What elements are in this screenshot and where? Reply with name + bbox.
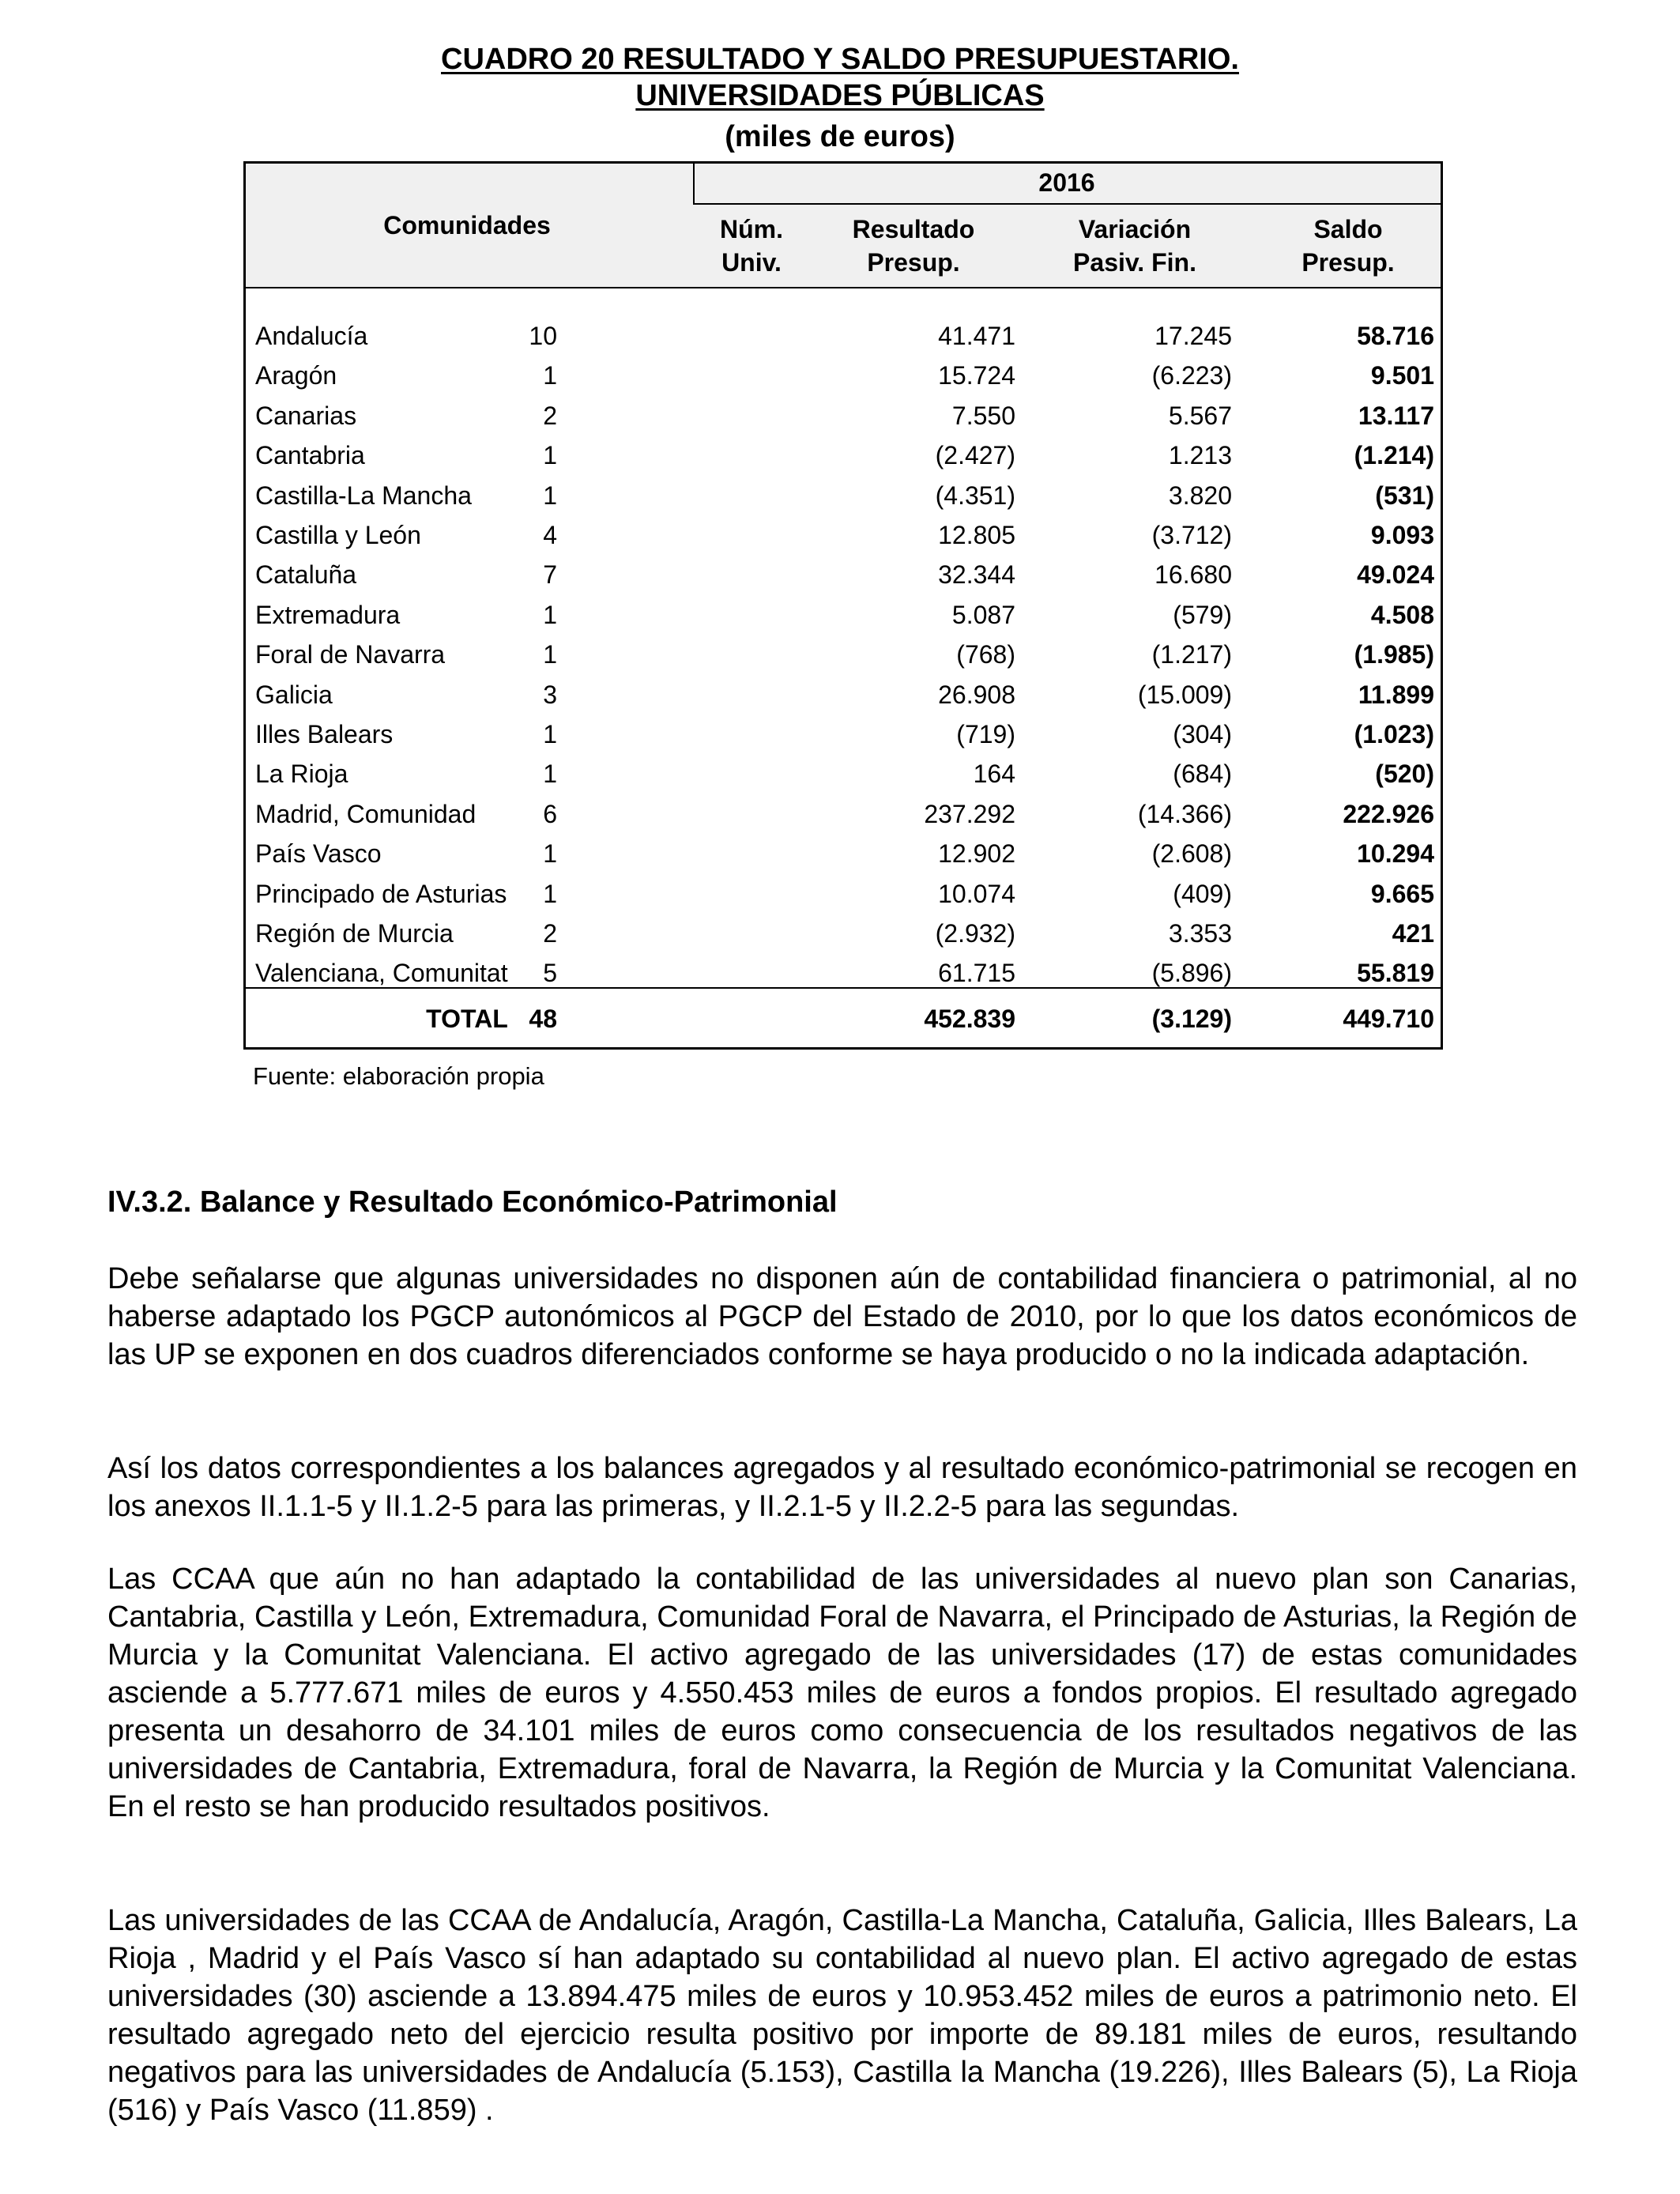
cell-comunidad: Principado de Asturias [255,879,507,908]
cell-num-univ: 6 [543,799,557,828]
budget-table [243,161,1443,1050]
header-year: 2016 [1038,168,1095,197]
cell-num-univ: 4 [543,521,557,549]
header-num-line1: Núm. [720,215,783,243]
table-row [246,356,1441,395]
cell-resultado: 32.344 [938,560,1015,590]
cell-variacion: 3.353 [1168,919,1232,948]
paragraph-4: Las universidades de las CCAA de Andalucía, Aragón, Castilla-La Mancha, Cataluña, Galicia, Illes Balears, La Rioja , Madrid y el País Vasco sí han adaptado su contabilidad al nuevo plan. El activo agregado de estas universidades (30) asciende a 13.894.475 miles de euros y 10.953.452 miles de euros a patrimonio neto. El resultado agregado neto del ejercicio resulta positivo por importe de 89.181 miles de euros, resultando negativos para las universidades de Andalucía (5.153), Castilla la Mancha (19.226), Illes Balears (5), La Rioja (516) y País Vasco (11.859) . [107,1904,1577,2127]
cell-comunidad: Illes Balears [255,720,394,748]
table-row [246,914,1441,953]
title-units: (miles de euros) [725,120,955,153]
table-row [246,476,1441,515]
cell-resultado: 164 [973,760,1015,789]
header-saldo-line2: Presup. [1301,248,1395,277]
cell-variacion: 17.245 [1155,322,1232,350]
table-row [246,874,1441,914]
header-var-line1: Variación [1078,215,1192,243]
cell-variacion: (2.608) [1151,839,1232,869]
cell-num-univ: 10 [529,322,557,350]
cell-resultado: (2.932) [935,919,1015,948]
cell-saldo: (531) [1375,481,1434,510]
cell-resultado: (768) [956,640,1015,669]
cell-num-univ: 7 [543,560,557,590]
cell-comunidad: Castilla-La Mancha [255,481,472,510]
table-row [246,714,1441,754]
total-row [246,987,1441,1049]
cell-resultado: 10.074 [938,879,1015,908]
cell-saldo: (1.985) [1354,640,1434,669]
cell-variacion: (6.223) [1151,361,1232,390]
cell-variacion: (5.896) [1151,959,1232,988]
cell-variacion: 5.567 [1168,401,1232,430]
cell-num-univ: 1 [543,361,557,390]
paragraph-2: Así los datos correspondientes a los balances agregados y al resultado económico-patrimonial se recogen en los anexos II.1.1-5 y II.1.2-5 para las primeras, y II.2.1-5 y II.2.2-5 para las segundas. [107,1452,1577,1523]
cell-comunidad: Andalucía [255,322,368,350]
table-row [246,316,1441,356]
cell-variacion: (3.712) [1151,521,1232,549]
table-row [246,595,1441,635]
cell-variacion: (304) [1173,720,1232,748]
cell-num-univ: 1 [543,441,557,470]
cell-variacion: (409) [1173,879,1232,908]
table-row [246,754,1441,794]
title-line-2: UNIVERSIDADES PÚBLICAS [635,79,1045,112]
table-row [246,515,1441,555]
cell-variacion: 16.680 [1155,560,1232,590]
cell-resultado: (2.427) [935,441,1015,470]
cell-variacion: (1.217) [1151,640,1232,669]
table-header [246,164,1441,288]
header-saldo-line1: Saldo [1313,215,1383,243]
cell-resultado: (719) [956,720,1015,748]
table-row [246,675,1441,714]
cell-num-univ: 2 [543,401,557,430]
table-row [246,834,1441,873]
cell-num-univ: 2 [543,919,557,948]
title-line-1: CUADRO 20 RESULTADO Y SALDO PRESUPUESTARIO. [441,43,1239,76]
cell-saldo: 9.501 [1370,361,1434,390]
cell-saldo: (520) [1375,760,1434,789]
cell-saldo: 9.093 [1370,521,1434,549]
cell-saldo: 49.024 [1357,560,1434,590]
cell-num-univ: 1 [543,720,557,748]
cell-saldo: 4.508 [1370,600,1434,629]
paragraph-3: Las CCAA que aún no han adaptado la contabilidad de las universidades al nuevo plan son Canarias, Cantabria, Castilla y León, Extremadura, Comunidad Foral de Navarra, el Principado de Asturias, la Región de Murcia y la Comunitat Valenciana. El activo agregado de las universidades (17) de estas comunidades asciende a 5.777.671 miles de euros y 4.550.453 miles de euros a fondos propios. El resultado agregado presenta un desahorro de 34.101 miles de euros como consecuencia de los resultados negativos de las universidades de Cantabria, Extremadura, foral de Navarra, la Región de Murcia y la Comunitat Valenciana. En el resto se han producido resultados positivos. [107,1563,1577,1823]
cell-num-univ: 1 [543,600,557,629]
header-res-line2: Presup. [867,248,960,277]
cell-comunidad: Castilla y León [255,521,421,549]
cell-saldo: 58.716 [1357,322,1434,350]
header-num-univ [696,213,807,279]
cell-variacion: 1.213 [1168,441,1232,470]
cell-num-univ: 1 [543,640,557,669]
cell-num-univ: 5 [543,959,557,988]
cell-comunidad: Extremadura [255,600,401,629]
cell-variacion: (579) [1173,600,1232,629]
cell-comunidad: Galicia [255,680,333,709]
cell-saldo: (1.214) [1354,441,1434,470]
cell-comunidad: Región de Murcia [255,919,454,948]
table-row [246,635,1441,674]
cell-resultado: 26.908 [938,680,1015,709]
cell-comunidad: La Rioja [255,760,348,789]
cell-resultado: (4.351) [935,481,1015,510]
cell-resultado: 41.471 [938,322,1015,350]
cell-saldo: 222.926 [1343,799,1434,828]
paragraph-1: Debe señalarse que algunas universidades no disponen aún de contabilidad financiera o patrimonial, al no haberse adaptado los PGCP autonómicos al PGCP del Estado de 2010, por lo que los datos económicos de las UP se exponen en dos cuadros diferenciados conforme se haya producido o no la indicada adaptación. [107,1262,1577,1371]
cell-saldo: 11.899 [1358,680,1434,709]
cell-num-univ: 1 [543,879,557,908]
section-heading: IV.3.2. Balance y Resultado Económico-Patrimonial [107,1186,838,1219]
cell-saldo: 9.665 [1370,879,1434,908]
total-label: TOTAL [426,1005,508,1033]
cell-resultado: 12.805 [938,521,1015,549]
cell-comunidad: Cataluña [255,560,357,590]
cell-saldo: (1.023) [1354,720,1434,748]
cell-resultado: 7.550 [951,401,1015,430]
cell-saldo: 55.819 [1357,959,1434,988]
cell-resultado: 5.087 [951,600,1015,629]
table-row [246,396,1441,435]
cell-num-univ: 1 [543,839,557,869]
table-source: Fuente: elaboración propia [253,1062,544,1090]
table-row [246,555,1441,594]
cell-resultado: 15.724 [938,361,1015,390]
total-saldo: 449.710 [1343,1005,1434,1033]
cell-saldo: 421 [1392,919,1434,948]
cell-comunidad: Foral de Navarra [255,640,446,669]
table-title [0,41,1680,155]
cell-comunidad: Valenciana, Comunitat [255,959,508,988]
total-variacion: (3.129) [1151,1005,1232,1033]
cell-resultado: 61.715 [938,959,1015,988]
cell-num-univ: 1 [543,760,557,789]
cell-comunidad: País Vasco [255,839,382,869]
table-row [246,794,1441,834]
cell-num-univ: 3 [543,680,557,709]
cell-comunidad: Cantabria [255,441,365,470]
header-comunidades: Comunidades [383,211,551,239]
cell-comunidad: Aragón [255,361,337,390]
header-num-line2: Univ. [721,248,782,277]
cell-resultado: 237.292 [924,799,1015,828]
header-saldo [1257,213,1439,279]
header-res-line1: Resultado [852,215,975,243]
cell-variacion: 3.820 [1168,481,1232,510]
table-row [246,435,1441,475]
cell-resultado: 12.902 [938,839,1015,869]
header-resultado [815,213,1012,279]
total-num: 48 [529,1005,557,1033]
header-var-line2: Pasiv. Fin. [1073,248,1196,277]
cell-num-univ: 1 [543,481,557,510]
header-variacion [1028,213,1241,279]
cell-variacion: (14.366) [1137,799,1232,828]
cell-comunidad: Canarias [255,401,357,430]
total-resultado: 452.839 [924,1005,1015,1033]
cell-saldo: 10.294 [1357,839,1434,869]
cell-variacion: (684) [1173,760,1232,789]
cell-variacion: (15.009) [1137,680,1232,709]
cell-comunidad: Madrid, Comunidad [255,799,477,828]
cell-saldo: 13.117 [1358,401,1434,430]
